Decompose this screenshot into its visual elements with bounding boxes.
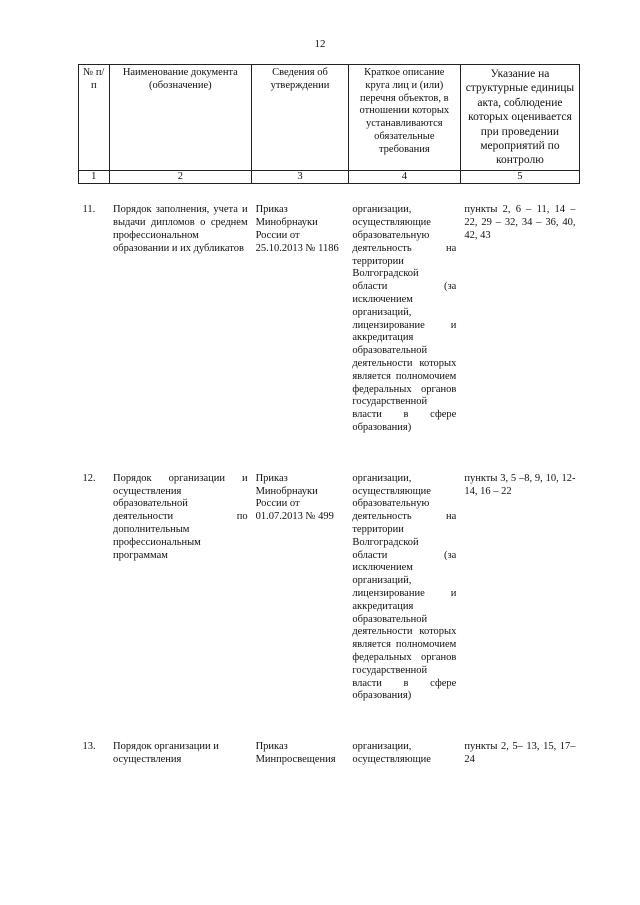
scope-description: организации, осуществляющие образовательную деятельность на территории Волгоградской области (за исключением организаций, лицензирование и аккредитация образовательной деятельности которых является полномочием федеральных органов государственной власти в сфере образования)	[352, 472, 457, 702]
column-number-row	[79, 170, 580, 184]
page-number: 12	[314, 38, 326, 50]
header-structural-units: Указание на структурные единицы акта, соблюдение которых оценивается при проведении мероприятий по контролю	[460, 65, 579, 171]
column-number: 3	[252, 170, 349, 184]
header-number: № п/п	[79, 65, 110, 171]
structural-units: пункты 2, 6 – 11, 14 – 22, 29 – 32, 34 – 36, 40, 42, 43	[464, 204, 576, 242]
row-number: 13.	[82, 741, 96, 753]
row-number: 12.	[82, 472, 96, 484]
document-name: Порядок заполнения, учета и выдачи дипломов о среднем профессиональном образовании и их дубликатов	[113, 204, 248, 254]
column-number: 2	[109, 170, 252, 184]
approval-info: Приказ Минобрнауки России от 01.07.2013 № 499	[255, 472, 334, 523]
scope-description: организации, осуществляющие образовательную деятельность на территории Волгоградской области (за исключением организаций, лицензирование и аккредитация образовательной деятельности которых является полномочием федеральных органов государственной власти в сфере образования)	[352, 204, 457, 433]
document-name: Порядок организации и осуществления образовательной деятельности по дополнительным профессиональным программам	[113, 472, 248, 561]
column-number: 5	[460, 170, 579, 184]
scope-description: организации, осуществляющие	[352, 741, 431, 765]
table-row	[79, 741, 580, 767]
column-number: 1	[79, 170, 110, 184]
header-document-name: Наименование документа (обозначение)	[109, 65, 252, 171]
table-row	[79, 473, 580, 703]
document-name: Порядок организации и осуществления	[113, 741, 219, 765]
requirements-table	[78, 64, 580, 767]
row-number: 11.	[82, 204, 96, 216]
table-row	[79, 204, 580, 434]
header-scope-description: Краткое описание круга лиц и (или) перечня объектов, в отношении которых устанавливаются обязательные требования	[348, 65, 460, 171]
column-number: 4	[348, 170, 460, 184]
approval-info: Приказ Минпросвещения	[255, 741, 336, 765]
structural-units: пункты 2, 5– 13, 15, 17– 24	[464, 741, 576, 765]
table-header-row	[79, 65, 580, 171]
header-approval-info: Сведения об утверждении	[252, 65, 349, 171]
structural-units: пункты 3, 5 –8, 9, 10, 12-14, 16 – 22	[464, 472, 576, 497]
approval-info: Приказ Минобрнауки России от 25.10.2013 № 1186	[255, 204, 339, 254]
